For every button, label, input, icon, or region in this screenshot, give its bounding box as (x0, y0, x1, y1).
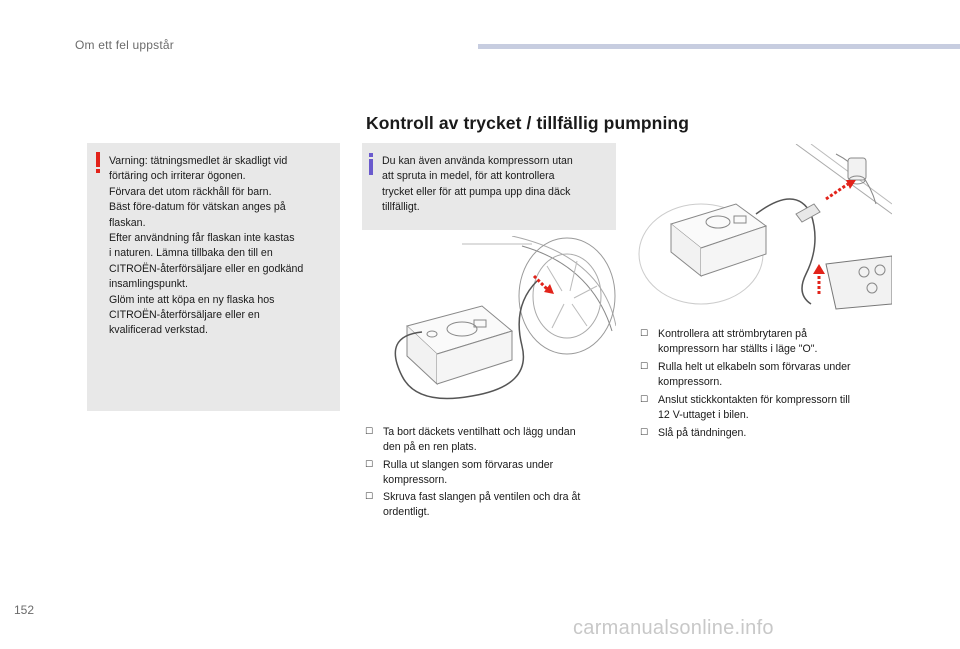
info-line: Du kan även använda kompressorn utan (382, 155, 573, 167)
step-line: Ta bort däckets ventilhatt och lägg undan (383, 426, 576, 438)
warning-icon (95, 152, 101, 174)
list-item (640, 327, 890, 358)
steps-right-2 (640, 393, 890, 443)
warning-text (109, 154, 337, 339)
list-item (365, 458, 615, 489)
list-item (640, 426, 890, 441)
checkbox-bullet-icon: ☐ (640, 395, 649, 405)
warning-line: Bäst före-datum för vätskan anges på (109, 201, 286, 214)
warning-line: CITROËN-återförsäljare eller en godkänd (109, 262, 304, 275)
warning-line: Efter användning får flaskan inte kastas (109, 232, 295, 245)
warning-line: Förvara det utom räckhåll för barn. (109, 185, 272, 198)
warning-line: kvalificerad verkstad. (109, 324, 208, 337)
info-line: trycket eller för att pumpa upp dina däck (382, 185, 571, 198)
step-line: Kontrollera att strömbrytaren på (658, 328, 807, 340)
info-line: tillfälligt. (382, 201, 420, 214)
step-line: kompressorn. (658, 375, 723, 388)
step-line: den på en ren plats. (383, 441, 477, 454)
list-item (365, 425, 615, 456)
step-line: Slå på tändningen. (658, 426, 747, 439)
checkbox-bullet-icon: ☐ (640, 361, 649, 372)
checkbox-bullet-icon: ☐ (640, 427, 649, 438)
info-icon (368, 153, 374, 175)
steps-right-1 (640, 327, 890, 392)
warning-line: flaskan. (109, 216, 146, 229)
power-socket-illustration (636, 144, 892, 316)
page-number: 152 (14, 603, 35, 617)
step-line: Rulla ut slangen som förvaras under (383, 458, 554, 471)
step-line: 12 V-uttaget i bilen. (658, 409, 749, 422)
list-item (640, 360, 890, 391)
warning-line: Glöm inte att köpa en ny flaska hos (109, 293, 275, 306)
header-rule (478, 44, 960, 49)
warning-line: Varning: tätningsmedlet är skadligt vid (109, 155, 288, 167)
step-line: Skruva fast slangen på ventilen och dra åt (383, 491, 581, 504)
info-line: att spruta in medel, för att kontrollera (382, 170, 555, 183)
page-title: Kontroll av trycket / tillfällig pumpning (366, 113, 690, 133)
warning-line: förtäring och irriterar ögonen. (109, 170, 246, 183)
checkbox-bullet-icon: ☐ (365, 492, 374, 503)
checkbox-bullet-icon: ☐ (640, 329, 649, 339)
tyre-valve-illustration (362, 236, 616, 408)
steps-left (365, 425, 615, 523)
info-box (362, 143, 616, 230)
step-line: Anslut stickkontakten för kompressorn till (658, 394, 850, 406)
step-line: kompressorn har ställts i läge "O". (658, 343, 818, 356)
list-item (365, 490, 615, 521)
warning-line: CITROËN-återförsäljare eller en (109, 309, 260, 322)
checkbox-bullet-icon: ☐ (365, 459, 374, 470)
warning-line: insamlingspunkt. (109, 278, 188, 291)
warning-line: i naturen. Lämna tillbaka den till en (109, 247, 273, 260)
list-item (640, 393, 890, 424)
info-text (382, 154, 612, 216)
step-line: Rulla helt ut elkabeln som förvaras under (658, 360, 851, 373)
warning-box (87, 143, 340, 411)
checkbox-bullet-icon: ☐ (365, 427, 374, 437)
step-line: kompressorn. (383, 473, 448, 486)
step-line: ordentligt. (383, 506, 430, 519)
section-header: Om ett fel uppstår (75, 38, 174, 52)
watermark: carmanualsonline.info (573, 617, 774, 639)
